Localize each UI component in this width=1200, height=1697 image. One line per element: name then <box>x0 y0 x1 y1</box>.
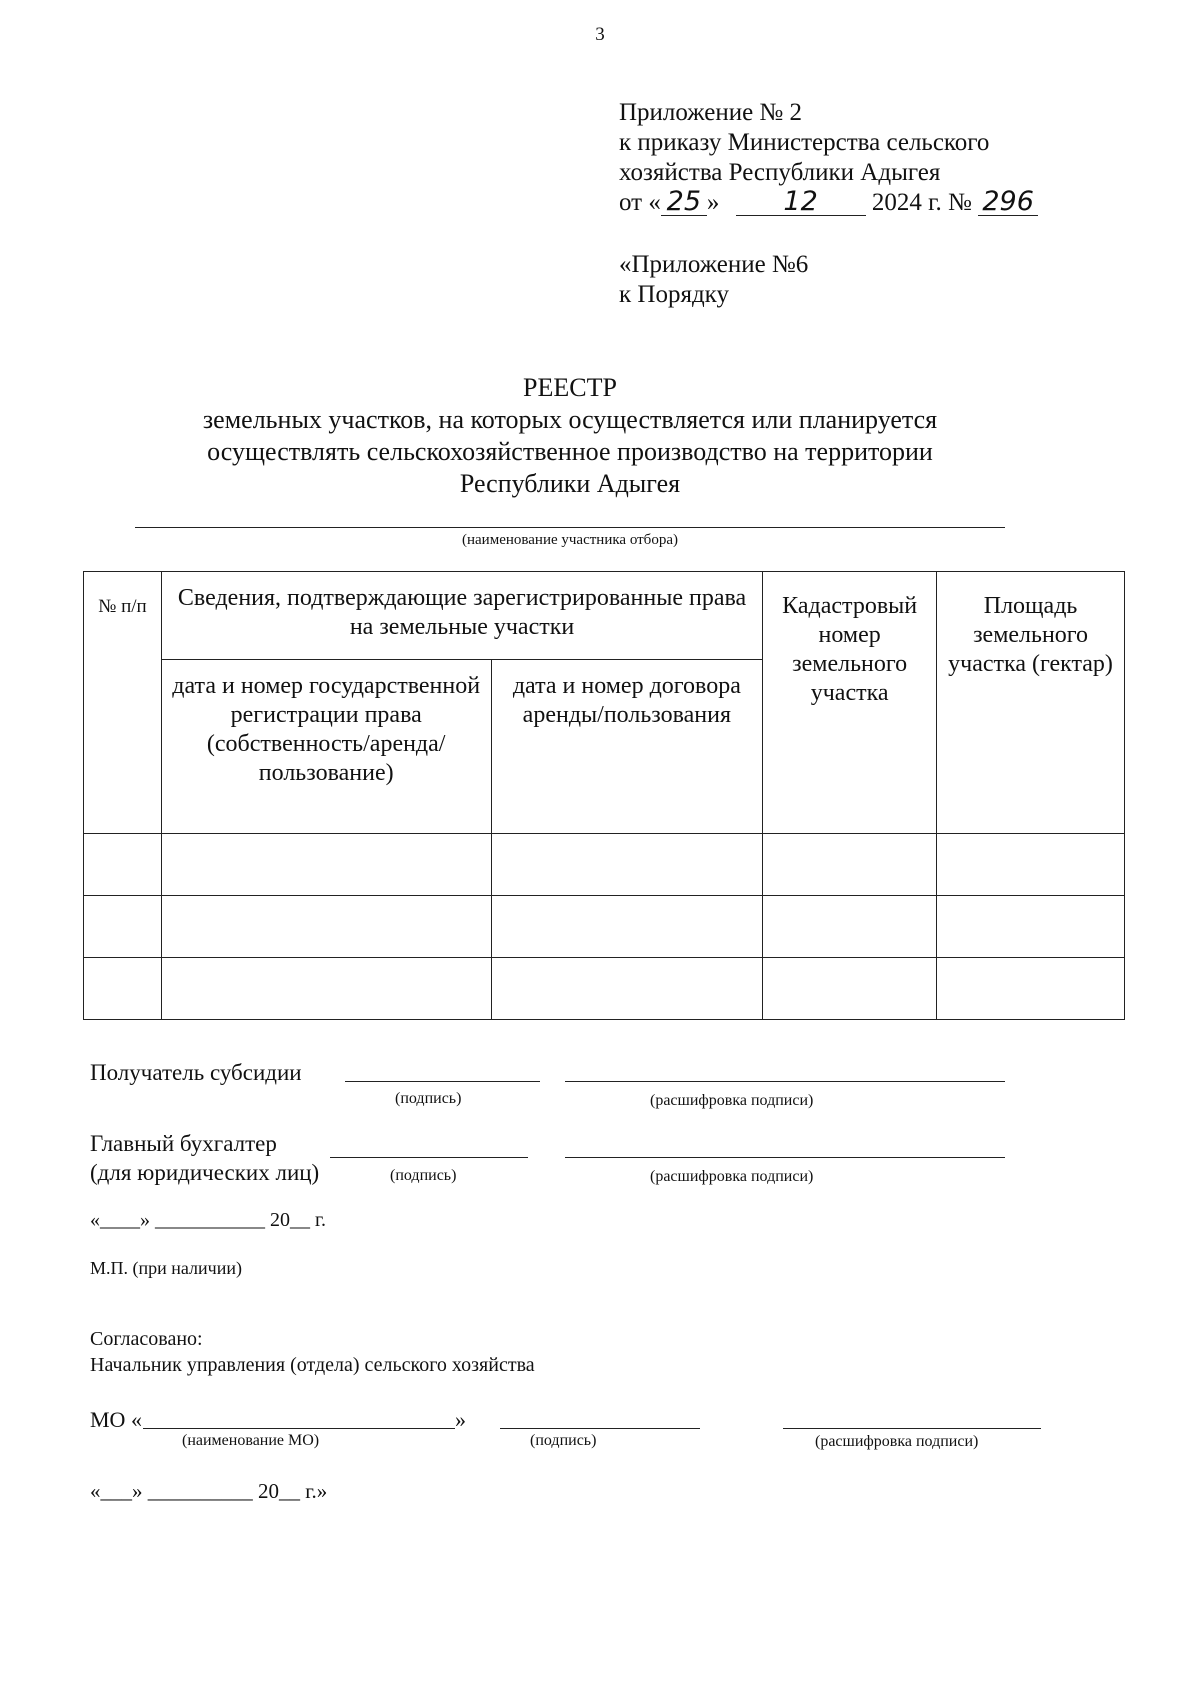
table-cell[interactable] <box>161 896 491 958</box>
table-cell[interactable] <box>84 958 162 1020</box>
table-header-row <box>84 572 1125 660</box>
recipient-decode-line <box>565 1081 1005 1082</box>
table-cell[interactable] <box>491 896 763 958</box>
handwritten-day: 25 <box>661 189 707 216</box>
table-cell[interactable] <box>84 834 162 896</box>
table-cell[interactable] <box>937 896 1125 958</box>
annex-date-line <box>619 188 1038 218</box>
annex-line-2: к приказу Министерства сельского <box>619 129 990 156</box>
mo-prefix: МО « <box>90 1407 142 1432</box>
date-blank-line: «____» ___________ 20__ г. <box>90 1209 326 1231</box>
title-line-1: земельных участков, на которых осуществляется или планируется <box>202 405 938 434</box>
stamp-note: М.П. (при наличии) <box>90 1258 242 1278</box>
title-heading: РЕЕСТР <box>523 373 617 402</box>
mo-signature-line <box>500 1428 700 1429</box>
participant-caption: (наименование участника отбора) <box>462 532 678 548</box>
title-line-3: Республики Адыгея <box>459 469 681 498</box>
agreed-position: Начальник управления (отдела) сельского хозяйства <box>90 1354 535 1376</box>
accountant-label: Главный бухгалтер <box>90 1131 277 1156</box>
table-cell[interactable] <box>937 834 1125 896</box>
annex6-header <box>619 250 808 310</box>
agreed-label: Согласовано: <box>90 1328 203 1350</box>
date-prefix: от « <box>619 189 661 216</box>
recipient-signature-caption: (подпись) <box>395 1090 462 1107</box>
accountant-decode-caption: (расшифровка подписи) <box>650 1168 814 1185</box>
annex-line-1: Приложение № 2 <box>619 99 803 126</box>
accountant-signature-caption: (подпись) <box>390 1167 457 1184</box>
table-cell[interactable] <box>763 958 937 1020</box>
title-line-2: осуществлять сельскохозяйственное производство на территории <box>207 437 933 466</box>
document-title <box>0 372 1140 500</box>
accountant-decode-line <box>565 1157 1005 1158</box>
header-lease: дата и номер договора аренды/пользования <box>491 660 763 834</box>
header-registration: дата и номер государственной регистрации права (собственность/аренда/ пользование) <box>161 660 491 834</box>
mo-name-line <box>143 1428 455 1429</box>
table-cell[interactable] <box>491 834 763 896</box>
table-row <box>84 958 1125 1020</box>
header-rights: Сведения, подтверждающие зарегистрированные права на земельные участки <box>161 572 762 660</box>
table-cell[interactable] <box>491 958 763 1020</box>
handwritten-month: 12 <box>736 189 866 216</box>
handwritten-order-number: 296 <box>978 189 1038 216</box>
annex6-line-2: к Порядку <box>619 281 729 308</box>
annex6-line-1: «Приложение №6 <box>619 251 809 278</box>
accountant-sublabel: (для юридических лиц) <box>90 1160 320 1185</box>
final-date-line: «___» __________ 20__ г.» <box>90 1479 328 1503</box>
table-cell[interactable] <box>763 834 937 896</box>
table-cell[interactable] <box>161 958 491 1020</box>
page-number: 3 <box>595 24 605 45</box>
mo-signature-caption: (подпись) <box>530 1432 597 1449</box>
mo-name-caption: (наименование МО) <box>182 1432 320 1449</box>
accountant-signature-line <box>330 1157 528 1158</box>
mo-decode-line <box>783 1428 1041 1429</box>
mo-suffix: » <box>455 1407 466 1432</box>
table-cell[interactable] <box>84 896 162 958</box>
table-row <box>84 834 1125 896</box>
table-cell[interactable] <box>763 896 937 958</box>
header-cadastral: Кадастровый номер земельного участка <box>763 572 937 834</box>
header-num: № п/п <box>84 572 162 834</box>
table-cell[interactable] <box>161 834 491 896</box>
mo-decode-caption: (расшифровка подписи) <box>815 1433 979 1450</box>
registry-table <box>83 571 1125 1020</box>
date-year-number-label: 2024 г. № <box>871 189 972 216</box>
annex-line-3: хозяйства Республики Адыгея <box>619 159 941 186</box>
recipient-label: Получатель субсидии <box>90 1060 302 1085</box>
recipient-decode-caption: (расшифровка подписи) <box>650 1092 814 1109</box>
date-day-close: » <box>706 189 720 216</box>
header-area: Площадь земельного участка (гектар) <box>937 572 1125 834</box>
table-cell[interactable] <box>937 958 1125 1020</box>
annex-header <box>619 98 1038 218</box>
recipient-signature-line <box>345 1081 540 1082</box>
participant-name-line <box>135 527 1005 528</box>
table-row <box>84 896 1125 958</box>
